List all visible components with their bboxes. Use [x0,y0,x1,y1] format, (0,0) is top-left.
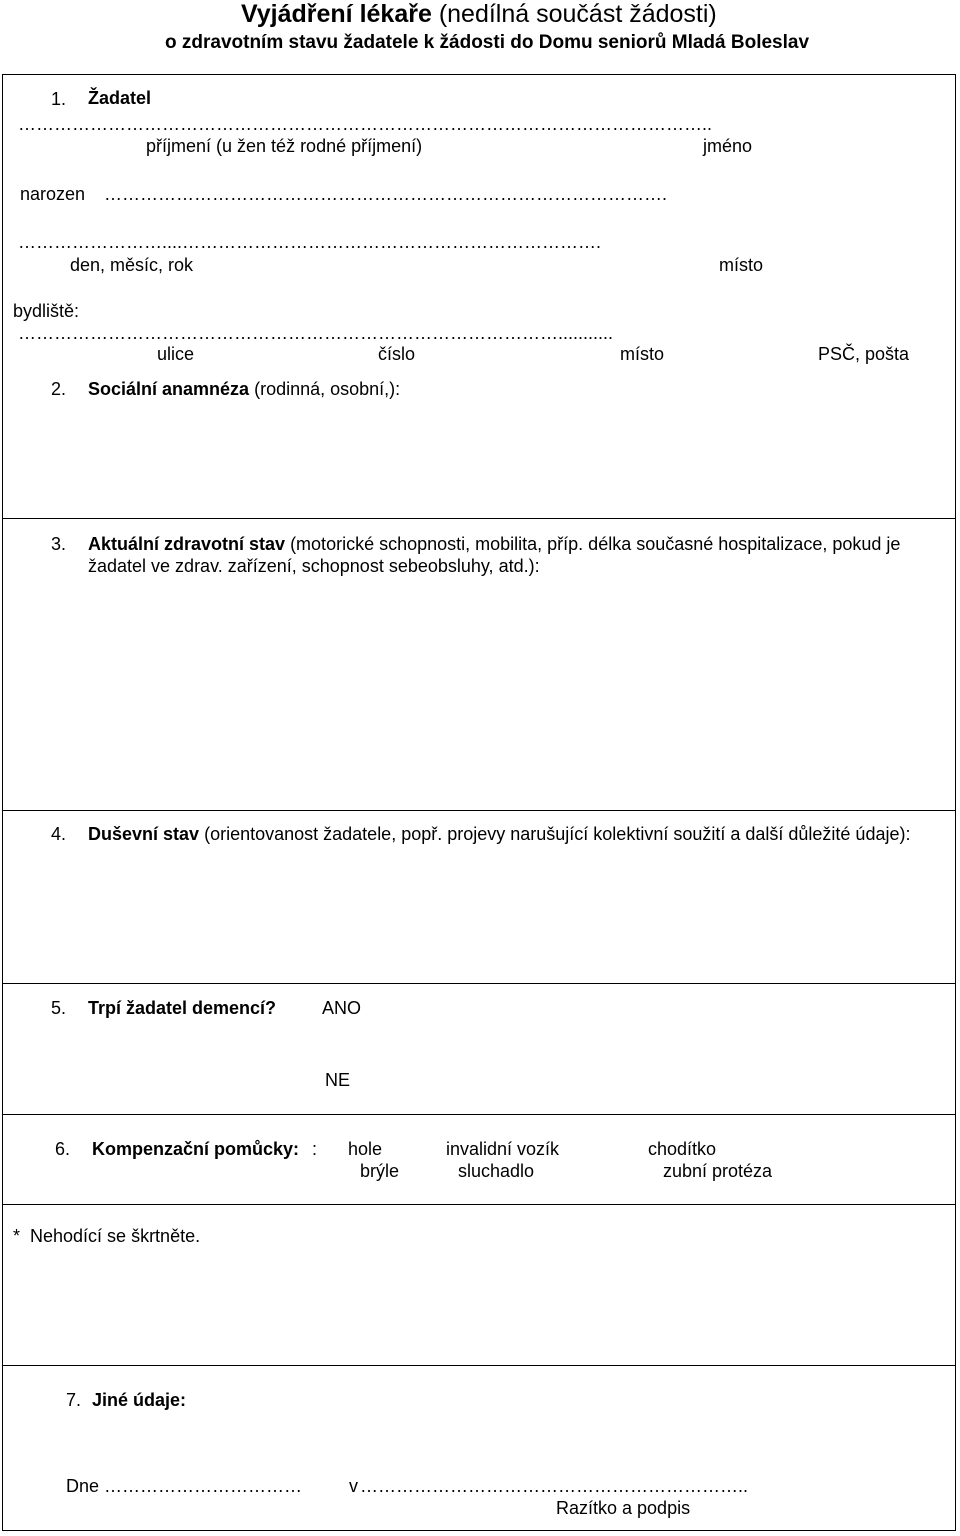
section-6-colon: : [312,1139,318,1159]
document-title [241,2,717,27]
divider-after-section-5 [2,1114,956,1115]
aid-option-cane[interactable]: hole [348,1139,383,1159]
divider-after-section-6 [2,1204,956,1205]
birth-date-place-fill-line[interactable]: ……………………....……………………………………………………………. [18,233,602,251]
aid-option-hearing-aid[interactable]: sluchadlo [458,1161,535,1181]
section-7-heading: Jiné údaje: [92,1390,187,1410]
place-label: v [349,1476,358,1496]
name-fill-line[interactable]: …………………………………………………………………………………………………….. [18,115,713,133]
aid-option-denture[interactable]: zubní protéza [663,1161,773,1181]
section-4-number: 4. [51,824,67,844]
strike-through-footnote: * Nehodící se škrtněte. [13,1226,201,1246]
section-2-title [88,380,400,398]
place-caption: místo [719,255,764,275]
birth-fill-line[interactable]: …………………………………………………………………………………. [104,185,668,203]
aid-option-walker[interactable]: chodítko [648,1139,717,1159]
section-4-note: (orientovanost žadatele, popř. projevy narušující kolektivní soužití a další důležité údaje): [204,824,911,844]
surname-caption: příjmení (u žen též rodné příjmení) [146,136,423,156]
section-2-note: (rodinná, osobní,): [254,379,401,399]
section-2-heading: Sociální anamnéza [88,379,250,399]
divider-after-section-2 [2,518,956,519]
date-label: Dne [66,1476,100,1496]
section-6-heading: Kompenzační pomůcky: [92,1139,300,1159]
divider-after-section-3 [2,810,956,811]
document-subtitle: o zdravotním stavu žadatele k žádosti do Domu seniorů Mladá Boleslav [165,32,810,53]
section-3-note-line1: (motorické schopnosti, mobilita, příp. délka současné hospitalizace, pokud je [290,534,901,554]
section-4-title [88,825,910,843]
stamp-signature-caption: Razítko a podpis [556,1498,691,1518]
section-1-heading: Žadatel [88,88,152,108]
zip-caption: PSČ, pošta [818,344,910,364]
section-1-number: 1. [51,89,67,109]
dementia-option-yes[interactable]: ANO [322,998,362,1018]
section-2-number: 2. [51,379,67,399]
divider-after-footnote [2,1365,956,1366]
street-caption: ulice [157,344,195,364]
title-normal: (nedílná součást žádosti) [438,0,717,28]
section-3-note-line2: žadatel ve zdrav. zařízení, schopnost sebeobsluhy, atd.): [88,556,540,576]
divider-after-section-4 [2,983,956,984]
section-3-title [88,535,900,553]
aid-option-wheelchair[interactable]: invalidní vozík [446,1139,560,1159]
section-4-heading: Duševní stav [88,824,200,844]
dementia-option-no[interactable]: NE [325,1070,351,1090]
section-3-number: 3. [51,534,67,554]
born-label: narozen [20,184,86,204]
aid-option-glasses[interactable]: brýle [360,1161,400,1181]
firstname-caption: jméno [703,136,753,156]
town-caption: místo [620,344,665,364]
place-fill-line[interactable]: ……………………………………………………….. [360,1477,749,1495]
section-7-number: 7. [66,1390,82,1410]
section-5-number: 5. [51,998,67,1018]
date-fill-line[interactable]: …………………………… [104,1477,302,1495]
date-caption: den, měsíc, rok [70,255,194,275]
section-3-heading: Aktuální zdravotní stav [88,534,286,554]
section-6-number: 6. [55,1139,71,1159]
address-label: bydliště: [13,301,80,321]
form-frame [2,74,956,1531]
title-bold: Vyjádření lékaře [241,0,432,28]
address-fill-line[interactable]: ………………………………………………………………………………........... [18,324,614,342]
section-5-heading: Trpí žadatel demencí? [88,998,277,1018]
house-number-caption: číslo [378,344,416,364]
